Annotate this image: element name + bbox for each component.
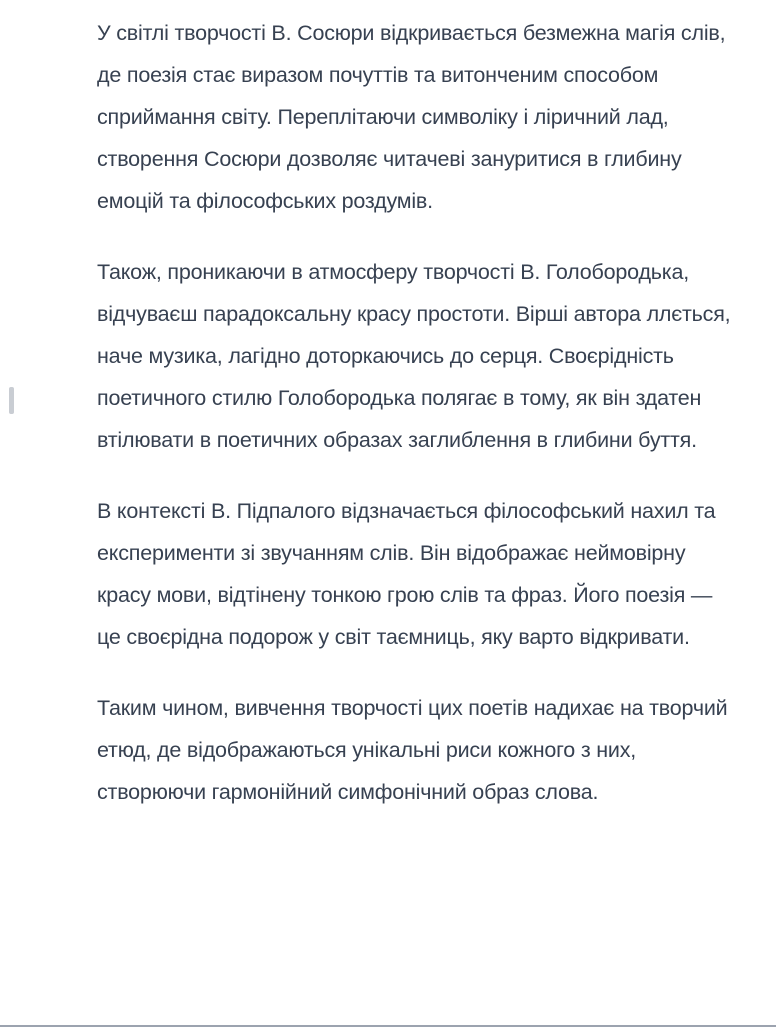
paragraph-conclusion: Таким чином, вивчення творчості цих поетів надихає на творчий етюд, де відображаються унікальні риси кожного з них, створюючи гармонійний симфонічний образ слова.	[97, 696, 728, 804]
scroll-handle[interactable]	[9, 387, 14, 414]
paragraph-holoborodko: Також, проникаючи в атмосферу творчості В. Голобородька, відчуваєш парадоксальну красу простоти. Вірші автора ллється, наче музика, лагідно доторкаючись до серця. Своєрідність поетичного стилю Голобородька полягає в тому, як він здатен втілювати в поетичних образах заглиблення в глибини буття.	[97, 260, 731, 452]
paragraph-sosiura: У світлі творчості В. Сосюри відкривається безмежна магія слів, де поезія стає виразом почуттів та витонченим способом сприймання світу. Переплітаючи символіку і ліричний лад, створення Сосюри дозволяє читачеві зануритися в глибину емоцій та філософських роздумів.	[97, 21, 726, 213]
paragraph-pidpalyi: В контексті В. Підпалого відзначається філософський нахил та експерименти зі звучанням слів. Він відображає неймовірну красу мови, відтінену тонкою грою слів та фраз. Його поезія — це своєрідна подорож у світ таємниць, яку варто відкривати.	[97, 499, 716, 649]
article-body	[97, 12, 737, 842]
